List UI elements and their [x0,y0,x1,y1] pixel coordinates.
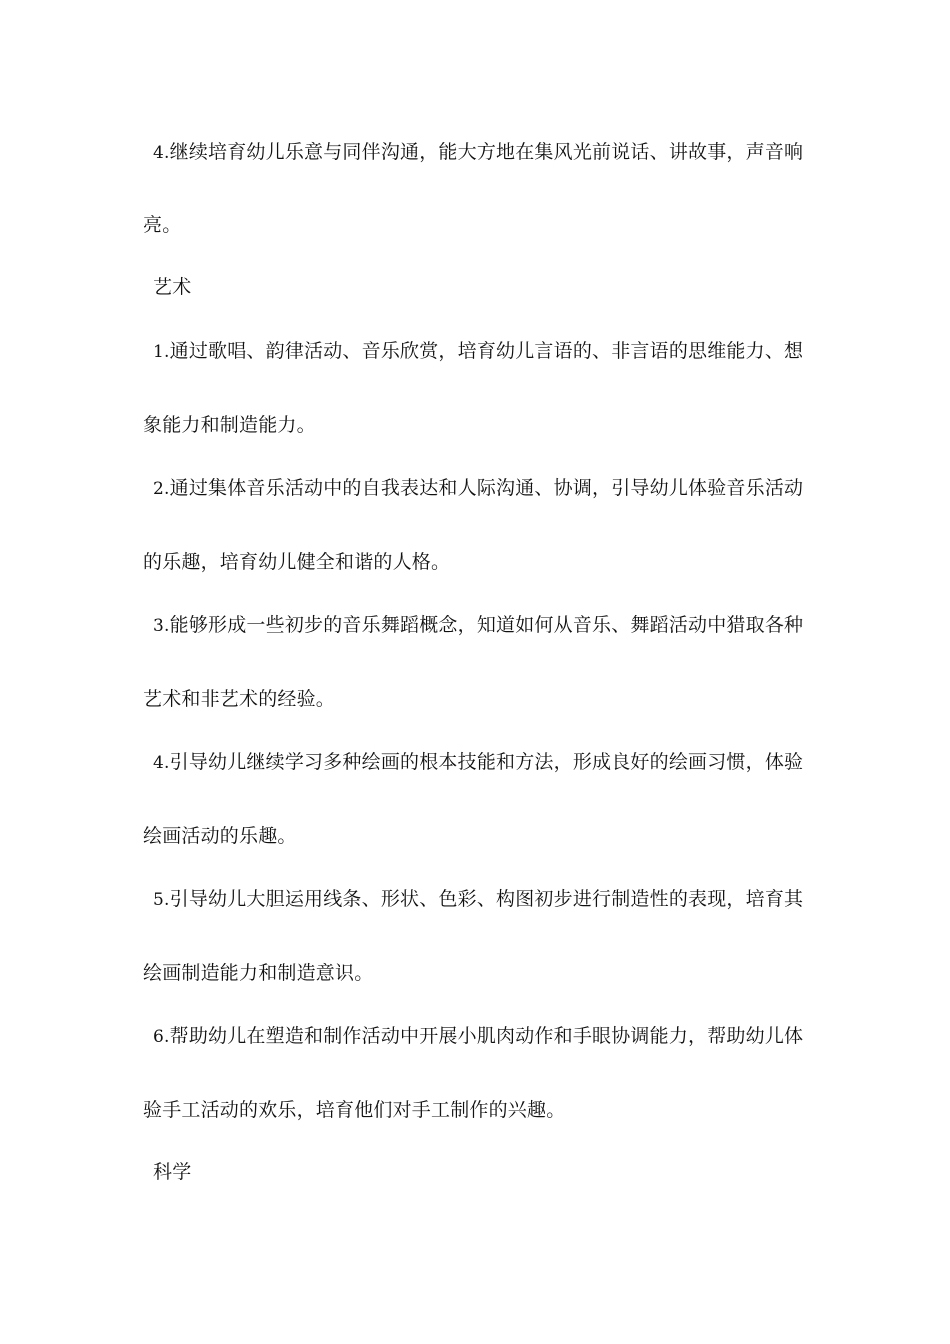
item-number: 6. [153,1027,170,1047]
paragraph-line [153,612,818,639]
paragraph-line [143,549,808,575]
paragraph-line [153,749,818,776]
line-text: 继续培育幼儿乐意与同伴沟通，能大方地在集风光前说话、讲故事，声音响 [169,141,804,163]
line-text: 的乐趣，培育幼儿健全和谐的人格。 [143,551,451,573]
item-number: 2. [153,479,170,499]
line-text: 引导幼儿大胆运用线条、形状、色彩、构图初步进行制造性的表现，培育其 [169,888,804,910]
paragraph-line [153,338,818,365]
paragraph-line [143,212,808,238]
line-text: 通过集体音乐活动中的自我表达和人际沟通、协调，引导幼儿体验音乐活动 [169,477,804,499]
line-text: 引导幼儿继续学习多种绘画的根本技能和方法，形成良好的绘画习惯，体验 [169,751,804,773]
line-text: 帮助幼儿在塑造和制作活动中开展小肌肉动作和手眼协调能力，帮助幼儿体 [169,1025,804,1047]
line-text: 绘画活动的乐趣。 [143,825,297,847]
paragraph-line [153,139,818,166]
item-number: 5. [153,890,170,910]
line-text: 通过歌唱、韵律活动、音乐欣赏，培育幼儿言语的、非言语的思维能力、想 [169,340,804,362]
paragraph-line [153,886,818,913]
line-text: 能够形成一些初步的音乐舞蹈概念，知道如何从音乐、舞蹈活动中猎取各种 [169,614,804,636]
line-text: 验手工活动的欢乐，培育他们对手工制作的兴趣。 [143,1099,566,1121]
paragraph-line [143,960,808,986]
section-heading-art [153,274,818,300]
paragraph-line [143,686,808,712]
paragraph-line [143,823,808,849]
item-number: 4. [153,143,170,163]
line-text: 绘画制造能力和制造意识。 [143,962,374,984]
heading-text: 科学 [153,1161,192,1183]
section-heading-science [153,1159,818,1185]
line-text: 象能力和制造能力。 [143,414,316,436]
paragraph-line [153,1023,818,1050]
line-text: 艺术和非艺术的经验。 [143,688,336,710]
paragraph-line [143,412,808,438]
paragraph-line [143,1097,808,1123]
line-text: 亮。 [143,214,182,236]
paragraph-line [153,475,818,502]
heading-text: 艺术 [153,276,192,298]
item-number: 3. [153,616,170,636]
item-number: 1. [153,342,170,362]
item-number: 4. [153,753,170,773]
